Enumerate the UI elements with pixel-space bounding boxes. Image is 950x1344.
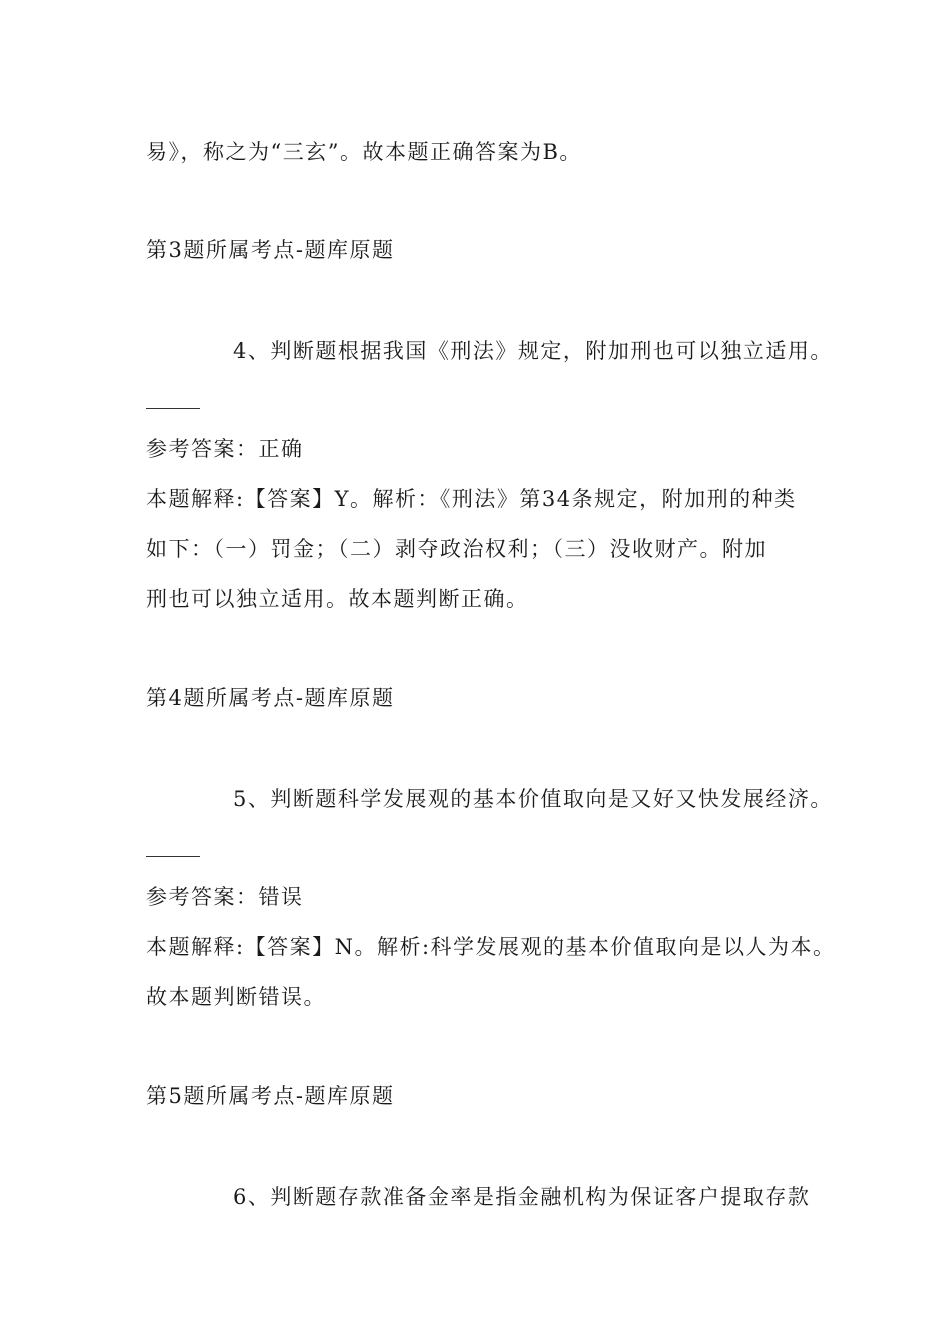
question-5-topic-label: 第5题所属考点-题库原题 bbox=[146, 1084, 395, 1108]
question-4-explanation-line-2: 如下：（一）罚金；（二）剥夺政治权利；（三）没收财产。附加 bbox=[146, 537, 767, 561]
question-5-reference-answer: 参考答案：错误 bbox=[146, 885, 304, 909]
question-3-topic-label: 第3题所属考点-题库原题 bbox=[146, 238, 395, 262]
question-5-explanation-line-1: 本题解释:【答案】N。解析:科学发展观的基本价值取向是以人为本。 bbox=[146, 935, 836, 959]
question-5-explanation-line-2: 故本题判断错误。 bbox=[146, 985, 326, 1009]
question-5-text: 5、判断题科学发展观的基本价值取向是又好又快发展经济。 bbox=[233, 787, 833, 811]
answer-explanation-tail: 易》，称之为“三玄”。故本题正确答案为B。 bbox=[146, 140, 582, 164]
question-4-reference-answer: 参考答案：正确 bbox=[146, 437, 304, 461]
question-4-topic-label: 第4题所属考点-题库原题 bbox=[146, 686, 395, 710]
answer-divider bbox=[146, 856, 200, 857]
question-4-explanation-line-1: 本题解释:【答案】Y。解析：《刑法》第34条规定，附加刑的种类 bbox=[146, 487, 797, 511]
question-6-text: 6、判断题存款准备金率是指金融机构为保证客户提取存款 bbox=[233, 1185, 811, 1209]
question-4-text: 4、判断题根据我国《刑法》规定，附加刑也可以独立适用。 bbox=[233, 339, 833, 363]
question-4-explanation-line-3: 刑也可以独立适用。故本题判断正确。 bbox=[146, 587, 529, 611]
answer-divider bbox=[146, 408, 200, 409]
